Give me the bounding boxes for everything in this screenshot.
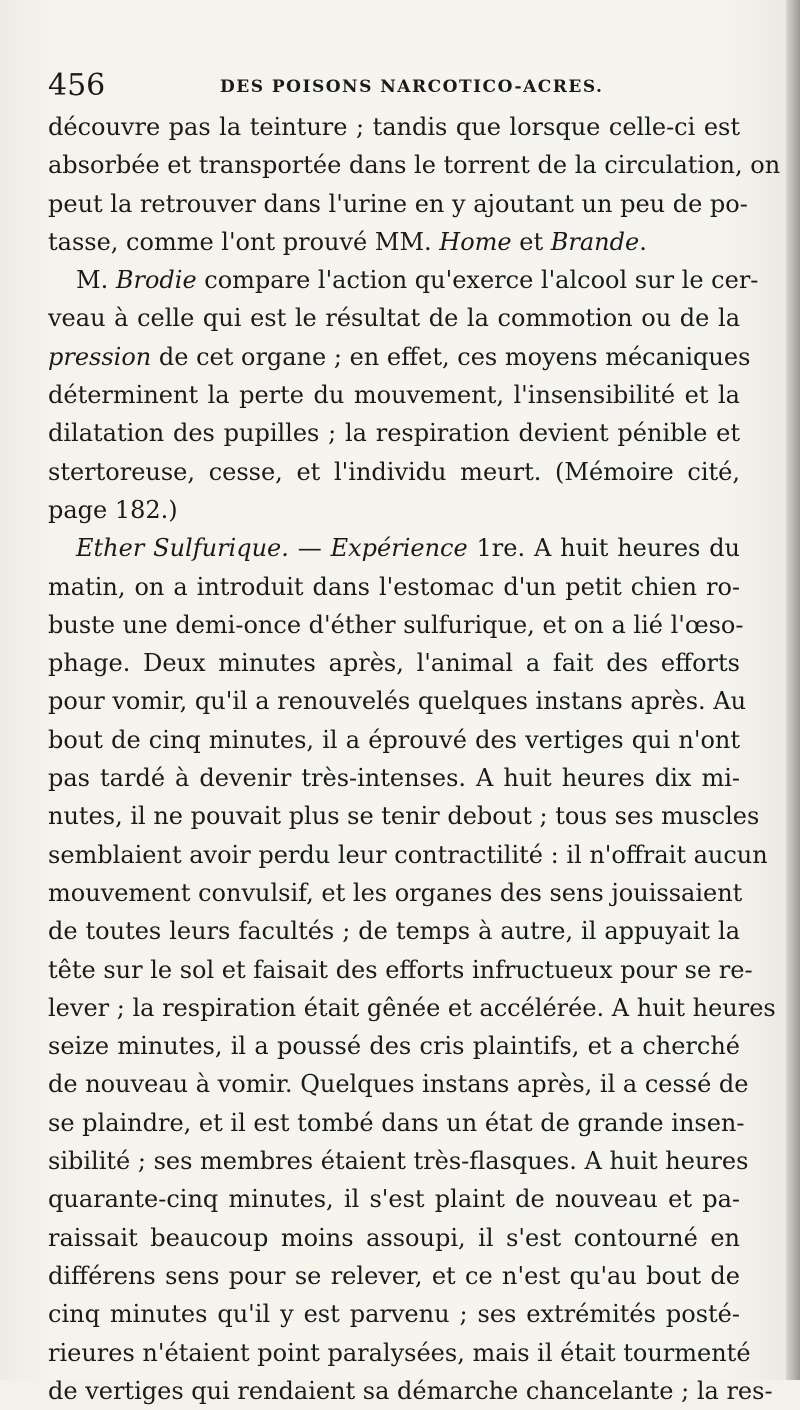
text-run: . <box>639 227 647 256</box>
text-run: M. <box>76 266 116 295</box>
running-title: DES POISONS NARCOTICO-ACRES. <box>220 77 604 97</box>
text-line: nutes, il ne pouvait plus se tenir debout ; tous ses muscles <box>48 802 760 831</box>
text-line: lever ; la respiration était gênée et accélérée. A huit heures <box>48 993 776 1022</box>
page-number: 456 <box>48 68 106 103</box>
text-line: seize minutes, il a poussé des cris plaintifs, et a cherché <box>48 1032 740 1061</box>
text-line: buste une demi-once d'éther sulfurique, et on a lié l'œso- <box>48 610 744 639</box>
italic-term: pression <box>48 342 152 371</box>
text-run: et <box>511 227 551 256</box>
author-name-home: Home <box>439 227 512 256</box>
text-line: veau à celle qui est le résultat de la commotion ou de la <box>48 304 740 333</box>
text-line: peut la retrouver dans l'urine en y ajoutant un peu de po- <box>48 189 748 218</box>
text-line: se plaindre, et il est tombé dans un état de grande insen- <box>48 1108 745 1137</box>
text-line: de toutes leurs facultés ; de temps à autre, il appuyait la <box>48 917 740 946</box>
author-name-brodie: Brodie <box>115 266 197 295</box>
text-line: page 182.) <box>48 495 178 524</box>
text-run: 1re. A huit heures du <box>467 534 741 563</box>
text-line: quarante-cinq minutes, il s'est plaint de nouveau et pa- <box>48 1185 740 1214</box>
text-line: bout de cinq minutes, il a éprouvé des vertiges qui n'ont <box>48 725 740 754</box>
text-run: — <box>288 534 331 563</box>
text-line: sibilité ; ses membres étaient très-flasques. A huit heures <box>48 1147 749 1176</box>
text-line: de vertiges qui rendaient sa démarche chancelante ; la res- <box>48 1376 773 1405</box>
text-run: compare l'action qu'exerce l'alcool sur le cer- <box>196 266 759 295</box>
text-line: rieures n'étaient point paralysées, mais il était tourmenté <box>48 1338 751 1367</box>
text-line: phage. Deux minutes après, l'animal a fait des efforts <box>48 649 740 678</box>
text-line: pas tardé à devenir très-intenses. A huit heures dix mi- <box>48 764 740 793</box>
text-run: tasse, comme l'ont prouvé MM. <box>48 227 440 256</box>
text-line: stertoreuse, cesse, et l'individu meurt. (Mémoire cité, <box>48 457 740 486</box>
author-name-brande: Brande <box>550 227 640 256</box>
text-line <box>48 261 759 299</box>
text-run: de cet organe ; en effet, ces moyens mécaniques <box>151 342 751 371</box>
text-line: matin, on a introduit dans l'estomac d'un petit chien ro- <box>48 572 740 601</box>
experiment-label: Expérience <box>330 534 468 563</box>
text-line <box>48 338 751 376</box>
text-line <box>48 223 740 261</box>
text-line: cinq minutes qu'il y est parvenu ; ses extrémités posté- <box>48 1300 740 1329</box>
text-line: semblaient avoir perdu leur contractilité : il n'offrait aucun <box>48 840 768 869</box>
page-gutter-shadow <box>786 0 800 1380</box>
text-line: absorbée et transportée dans le torrent de la circulation, on <box>48 151 781 180</box>
text-line: déterminent la perte du mouvement, l'insensibilité et la <box>48 381 740 410</box>
text-line: de nouveau à vomir. Quelques instans après, il a cessé de <box>48 1070 749 1099</box>
text-line <box>48 529 740 567</box>
text-line: raissait beaucoup moins assoupi, il s'est contourné en <box>48 1223 740 1252</box>
page-header <box>48 66 748 106</box>
section-heading: Ether Sulfurique. <box>76 534 289 563</box>
text-line: mouvement convulsif, et les organes des sens jouissaient <box>48 878 743 907</box>
body-text <box>48 108 781 1410</box>
text-line: différens sens pour se relever, et ce n'est qu'au bout de <box>48 1261 740 1290</box>
text-line: tête sur le sol et faisait des efforts infructueux pour se re- <box>48 955 753 984</box>
text-line: découvre pas la teinture ; tandis que lorsque celle-ci est <box>48 113 740 141</box>
text-line: dilatation des pupilles ; la respiration devient pénible et <box>48 419 740 448</box>
text-line: pour vomir, qu'il a renouvelés quelques instans après. Au <box>48 687 747 716</box>
